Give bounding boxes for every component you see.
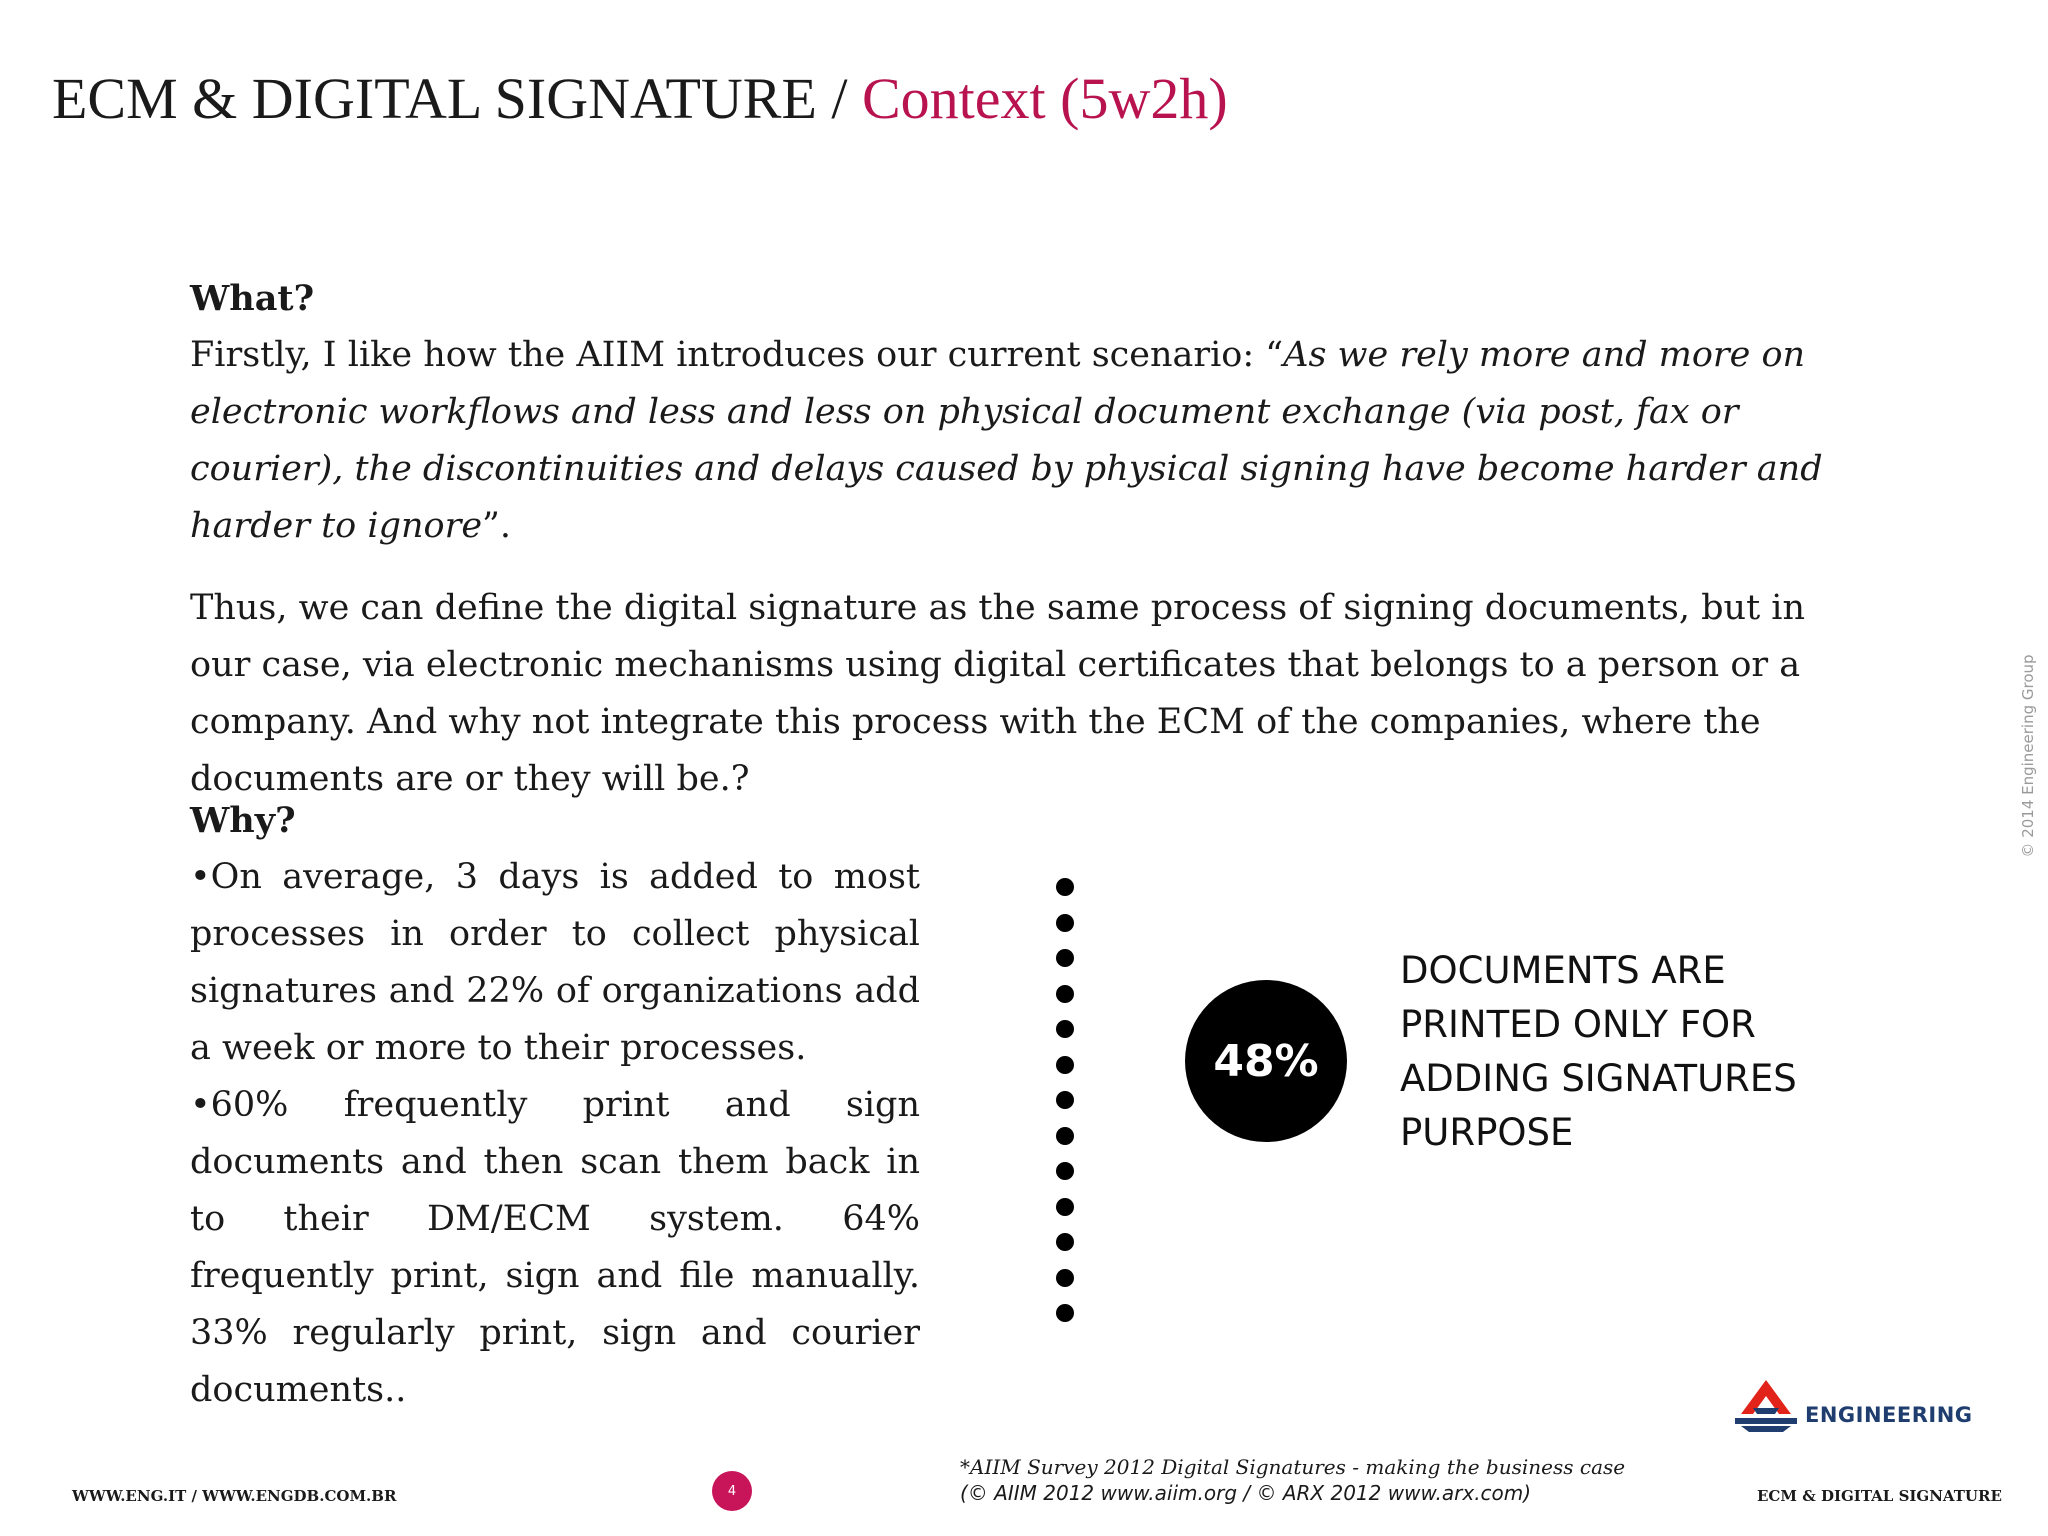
stat-description [1400,944,1880,1160]
footer-websites: WWW.ENG.IT / WWW.ENGDB.COM.BR [72,1487,397,1505]
divider-dot [1056,1091,1074,1109]
logo-text: ENGINEERING [1805,1403,1973,1427]
divider-dot [1056,1198,1074,1216]
copyright-vertical: © 2014 Engineering Group [2019,654,2037,858]
title-context: Context (5w2h) [862,66,1228,131]
engineering-logo [1733,1378,1973,1434]
aiim-quote: As we rely more and more on electronic workflows and less and less on physical document exchange (via post, fax or courier), the discontinuities and delays caused by physical signing have become harder and harder to ignore [190,335,1823,546]
stat-line-1: DOCUMENTS ARE [1400,949,1726,992]
divider-dot [1056,949,1074,967]
what-intro: Firstly, I like how the AIIM introduces our current scenario: “ [190,335,1284,375]
footer-doc-title: ECM & DIGITAL SIGNATURE [1757,1487,2002,1505]
citation-line-1: *AIIM Survey 2012 Digital Signatures - making the business case [960,1455,1626,1479]
why-section [190,792,920,1419]
what-paragraph-2: Thus, we can define the digital signature as the same process of signing documents, but in our case, via electronic mechanisms using digital certificates that belongs to a person or a company. And why not integrate this process with the ECM of the companies, where the documents are or they will be.? [190,588,1806,799]
what-quote-end: ”. [482,506,512,546]
divider-dot [1056,1162,1074,1180]
divider-dot [1056,1304,1074,1322]
what-paragraph-1 [190,327,1860,555]
divider-dot [1056,914,1074,932]
why-heading: Why? [190,800,296,841]
divider-dot [1056,1127,1074,1145]
dotted-divider [1056,878,1076,1340]
stat-line-4: PURPOSE [1400,1111,1574,1154]
why-bullet-2: •60% frequently print and sign documents and then scan them back in to their DM/ECM system. 64% frequently print, sign and file manually. 33% regularly print, sign and courier documents.. [190,1085,920,1410]
engineering-logo-icon [1733,1378,1799,1434]
divider-dot [1056,878,1074,896]
divider-dot [1056,1020,1074,1038]
page-number-badge: 4 [712,1471,752,1511]
survey-citation [960,1454,1625,1506]
divider-dot [1056,1269,1074,1287]
page-title [52,66,1228,131]
divider-dot [1056,985,1074,1003]
why-bullet-1: •On average, 3 days is added to most processes in order to collect physical signatures and 22% of organizations add a week or more to their processes. [190,857,920,1068]
title-separator: / [816,66,862,131]
stat-line-3: ADDING SIGNATURES [1400,1057,1797,1100]
divider-dot [1056,1233,1074,1251]
title-main: ECM & DIGITAL SIGNATURE [52,66,817,131]
stat-circle: 48% [1185,980,1347,1142]
divider-dot [1056,1056,1074,1074]
what-heading: What? [190,278,315,319]
what-section [190,270,1860,808]
stat-line-2: PRINTED ONLY FOR [1400,1003,1756,1046]
citation-line-2: (© AIIM 2012 www.aiim.org / © ARX 2012 www.arx.com) [960,1481,1532,1505]
